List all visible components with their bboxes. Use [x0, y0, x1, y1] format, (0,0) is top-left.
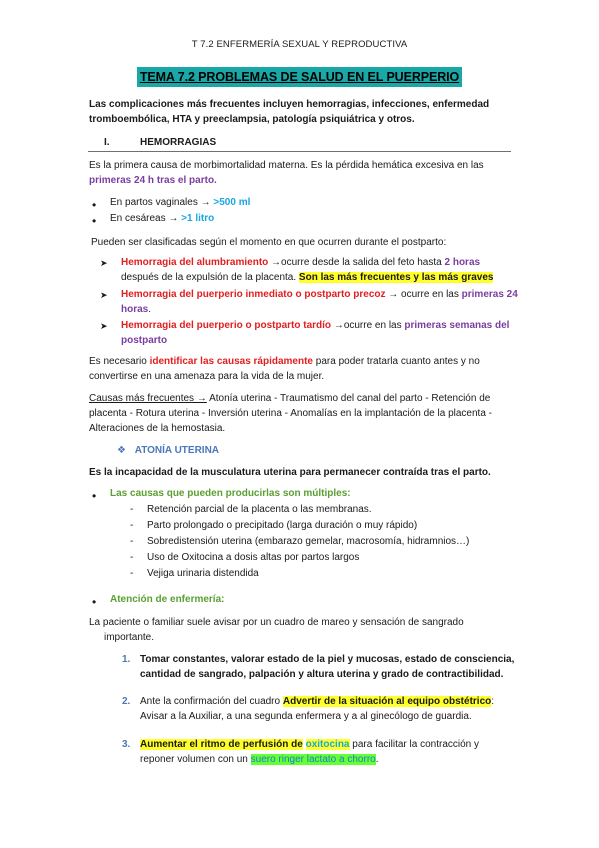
causes-heading-text: Las causas que pueden producirlas son múltiples:: [110, 488, 351, 499]
type-highlight: horas: [121, 304, 149, 315]
causes-heading: [110, 487, 540, 502]
bullet-label: En cesáreas: [110, 213, 166, 224]
type-text: después de la expulsión de la placenta.: [121, 272, 297, 283]
care-intro-line-1: La paciente o familiar suele avisar por un cuadro de mareo y sensación de sangrado: [89, 617, 464, 628]
type-item-precoz: [121, 288, 521, 303]
care-intro-line-2: importante.: [104, 632, 155, 643]
arrowhead-bullet-icon: ➤: [100, 290, 108, 300]
type-item-precoz-cont: [121, 303, 521, 318]
step-2-post: :: [491, 696, 495, 707]
cause-item: Uso de Oxitocina a dosis altas por partos largos: [147, 552, 360, 563]
type-highlight: primeras semanas del: [404, 320, 510, 331]
frequent-causes-label: Causas más frecuentes →: [89, 393, 207, 404]
step-3-highlight: Aumentar el ritmo de perfusión de: [140, 739, 303, 750]
step-1-line-1: Tomar constantes, valorar estado de la piel y mucosas, estado de consciencia,: [140, 654, 515, 665]
bullet-dot-icon: •: [92, 198, 97, 212]
title-wrap: [0, 67, 599, 87]
step-3-post: para facilitar la contracción y: [352, 739, 480, 750]
dash-bullet: -: [130, 536, 134, 547]
document-title: TEMA 7.2 PROBLEMAS DE SALUD EN EL PUERPERIO: [137, 67, 462, 87]
frequent-causes-line-2: placenta - Rotura uterina - Inversión uterina - Anomalías en la implantación de la placenta -: [89, 408, 493, 419]
dash-bullet: -: [130, 504, 134, 515]
frequent-causes-text: Atonía uterina - Traumatismo del canal del parto - Retención de: [209, 393, 491, 404]
type-name: Hemorragia del puerperio inmediato o postparto precoz: [121, 289, 386, 300]
section-number: I.: [104, 137, 110, 148]
type-item-tardio-cont: [121, 334, 521, 349]
type-highlight: postparto: [121, 335, 168, 346]
bullet-dot-icon: •: [92, 595, 97, 609]
diamond-bullet-icon: ❖: [117, 445, 126, 456]
type-highlight: 2 horas: [444, 257, 481, 268]
causes-note-post: para poder tratarla cuanto antes y no: [315, 356, 480, 367]
causes-note-line-2: convertirse en una amenaza para la vida de la mujer.: [89, 371, 325, 382]
cause-item: Sobredistensión uterina (embarazo gemelar, macrosomía, hidramnios…): [147, 536, 470, 547]
step-number: 2.: [122, 696, 131, 707]
step-2-line-2: Avisar a la Auxiliar, a una segunda enfermera y a al ginecólogo de guardia.: [140, 711, 472, 722]
type-text: →ocurre desde la salida del feto hasta: [271, 257, 442, 268]
subsection-heading: [117, 444, 547, 459]
step-2-highlight: Advertir de la situación al equipo obstétrico: [282, 696, 492, 707]
type-text: →ocurre en las: [333, 320, 402, 331]
cause-item: Parto prolongado o precipitado (larga duración o muy rápido): [147, 520, 418, 531]
type-note-highlight: Son las más frecuentes y las más graves: [298, 272, 494, 283]
bullet-item: [110, 212, 540, 227]
frequent-causes-line-1: [89, 392, 519, 407]
classification-intro: Pueden ser clasificadas según el momento en que ocurren durante el postparto:: [91, 237, 447, 248]
step-3-line2-pre: reponer volumen con un: [140, 754, 248, 765]
step-3-line-1: [140, 738, 515, 753]
dash-bullet: -: [130, 520, 134, 531]
type-name: Hemorragia del puerperio o postparto tardío: [121, 320, 332, 331]
definition-line-1: Es la primera causa de morbimortalidad materna. Es la pérdida hemática excesiva en las: [89, 160, 484, 171]
subsection-title: ATONÍA UTERINA: [134, 445, 220, 456]
running-header: T 7.2 ENFERMERÍA SEXUAL Y REPRODUCTIVA: [191, 39, 408, 50]
care-heading: [110, 593, 540, 608]
step-number: 3.: [122, 739, 131, 750]
section-heading-hemorragias: [88, 135, 511, 152]
type-end: .: [148, 304, 152, 315]
intro-line-1: Las complicaciones más frecuentes incluyen hemorragias, infecciones, enfermedad: [89, 99, 490, 110]
section-title: HEMORRAGIAS: [140, 137, 217, 148]
bullet-dot-icon: •: [92, 489, 97, 503]
care-heading-text: Atención de enfermería:: [110, 594, 225, 605]
step-2-pre: Ante la confirmación del cuadro: [140, 696, 281, 707]
bullet-item: [110, 196, 540, 211]
causes-note-pre: Es necesario: [89, 356, 147, 367]
step-number: 1.: [122, 654, 131, 665]
step-3-line-2: [140, 753, 515, 768]
cause-item: Retención parcial de la placenta o las membranas.: [147, 504, 372, 515]
definition-highlight: primeras 24 h tras el parto.: [89, 175, 217, 186]
step-1-line-2: cantidad de sangrado, palpación y altura uterina y grado de contractibilidad.: [140, 669, 504, 680]
type-name: Hemorragia del alumbramiento: [121, 257, 269, 268]
step-3-highlight-oxitocina: oxitocina: [305, 739, 350, 750]
definition-line-2: [89, 174, 519, 189]
arrow-icon: →: [200, 197, 211, 208]
type-highlight: primeras 24: [461, 289, 518, 300]
cause-item: Vejiga urinaria distendida: [147, 568, 259, 579]
intro-line-2: tromboembólica, HTA y preeclampsia, patología psiquiátrica y otros.: [89, 114, 415, 125]
step-3-line2-end: .: [375, 754, 379, 765]
bullet-dot-icon: •: [92, 214, 97, 228]
arrowhead-bullet-icon: ➤: [100, 258, 108, 268]
type-item-alumbramiento: [121, 256, 521, 271]
frequent-causes-line-3: Alteraciones de la hemostasia.: [89, 423, 226, 434]
step-2-line-1: [140, 695, 515, 710]
step-3-line2-highlight: suero ringer lactato a chorro: [250, 754, 376, 765]
arrowhead-bullet-icon: ➤: [100, 321, 108, 331]
type-item-tardio: [121, 319, 521, 334]
type-text: → ocurre en las: [388, 289, 459, 300]
dash-bullet: -: [130, 568, 134, 579]
arrow-icon: →: [168, 213, 179, 224]
bullet-value: >1 litro: [181, 213, 215, 224]
bullet-label: En partos vaginales: [110, 197, 198, 208]
causes-note-line-1: [89, 355, 519, 370]
type-item-alumbramiento-cont: [121, 271, 521, 286]
bullet-value: >500 ml: [213, 197, 251, 208]
atonia-definition: Es la incapacidad de la musculatura uterina para permanecer contraída tras el parto.: [89, 467, 491, 478]
causes-note-highlight: identificar las causas rápidamente: [149, 356, 313, 367]
dash-bullet: -: [130, 552, 134, 563]
